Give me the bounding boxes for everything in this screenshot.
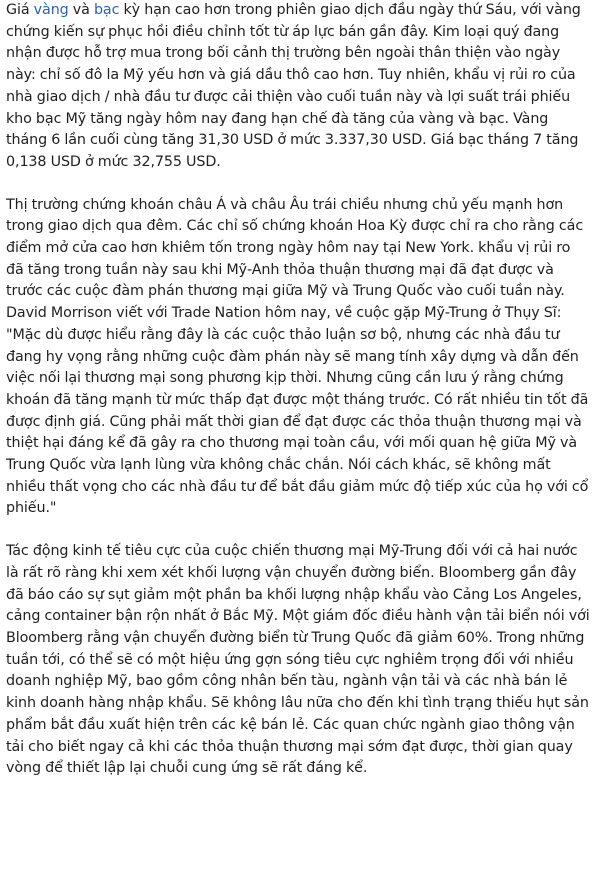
p1-text-rest: kỳ hạn cao hơn trong phiên giao dịch đầu ngày thứ Sáu, với vàng chứng kiến sự phục hồi điều chỉnh tốt từ áp lực bán gần đây. Kim loại quý đang nhận được hỗ trợ mua trong bối cảnh thị trường bên ngoài thân thiện vào ngày này: chỉ số đô la Mỹ yếu hơn và giá dầu thô cao hơn. Tuy nhiên, khẩu vị rủi ro của nhà giao dịch / nhà đầu tư được cải thiện vào cuối tuần này và lợi suất trái phiếu kho bạc Mỹ tăng ngày hôm nay đang hạn chế đà tăng của vàng và bạc. Vàng tháng 6 lần cuối cùng tăng 31,30 USD ở mức 3.337,30 USD. Giá bạc tháng 7 tăng 0,138 USD ở mức 32,755 USD. (6, 2, 581, 170)
paragraph-gold-silver-prices (6, 0, 591, 174)
link-silver[interactable]: bạc (93, 2, 120, 18)
paragraph-trade-war-shipping: Tác động kinh tế tiêu cực của cuộc chiến thương mại Mỹ-Trung đối với cả hai nước là rất rõ ràng khi xem xét khối lượng vận chuyển đường biển. Bloomberg gần đây đã báo cáo sự sụt giảm một phần ba khối lượng nhập khẩu vào Cảng Los Angeles, cảng container bận rộn nhất ở Bắc Mỹ. Một giám đốc điều hành vận tải biển nói với Bloomberg rằng vận chuyển đường biển từ Trung Quốc đã giảm 60%. Trong những tuần tới, có thể sẽ có một hiệu ứng gợn sóng tiêu cực nghiêm trọng đối với nhiều doanh nghiệp Mỹ, bao gồm công nhân bến tàu, ngành vận tải và các nhà bán lẻ kinh doanh hàng nhập khẩu. Sẽ không lâu nữa cho đến khi tình trạng thiếu hụt sản phẩm bắt đầu xuất hiện trên các kệ bán lẻ. Các quan chức ngành giao thông vận tải cho biết ngay cả khi các thỏa thuận thương mại sớm đạt được, thời gian quay vòng để thiết lập lại chuỗi cung ứng sẽ rất đáng kể. (6, 543, 590, 777)
paragraph-stock-markets: Thị trường chứng khoán châu Á và châu Âu trái chiều nhưng chủ yếu mạnh hơn trong giao dịch qua đêm. Các chỉ số chứng khoán Hoa Kỳ được chỉ ra cho rằng các điểm mở cửa cao hơn khiêm tốn trong ngày hôm nay tại New York. khẩu vị rủi ro đã tăng trong tuần này sau khi Mỹ-Anh thỏa thuận thương mại đã đạt được và trước các cuộc đàm phán thương mại giữa Mỹ và Trung Quốc vào cuối tuần này. David Morrison viết với Trade Nation hôm nay, về cuộc gặp Mỹ-Trung ở Thụy Sĩ: "Mặc dù được hiểu rằng đây là các cuộc thảo luận sơ bộ, nhưng các nhà đầu tư đang hy vọng rằng những cuộc đàm phán này sẽ mang tính xây dựng và dẫn đến việc nối lại thương mại song phương kịp thời. Nhưng cũng cần lưu ý rằng chứng khoán đã tăng mạnh từ mức thấp đạt được một tháng trước. Có rất nhiều tin tốt đã được định giá. Cũng phải mất thời gian để đạt được các thỏa thuận thương mại và thiệt hại đáng kể đã gây ra cho thương mại toàn cầu, với mối quan hệ giữa Mỹ và Trung Quốc vừa lạnh lùng vừa không chắc chắn. Nói cách khác, sẽ không mất nhiều thất vọng cho các nhà đầu tư để bắt đầu giảm mức độ tiếp xúc của họ với cổ phiếu." (6, 196, 589, 517)
p1-text-and: và (68, 2, 94, 18)
p1-text-start: Giá (6, 2, 34, 18)
link-gold[interactable]: vàng (33, 2, 69, 18)
